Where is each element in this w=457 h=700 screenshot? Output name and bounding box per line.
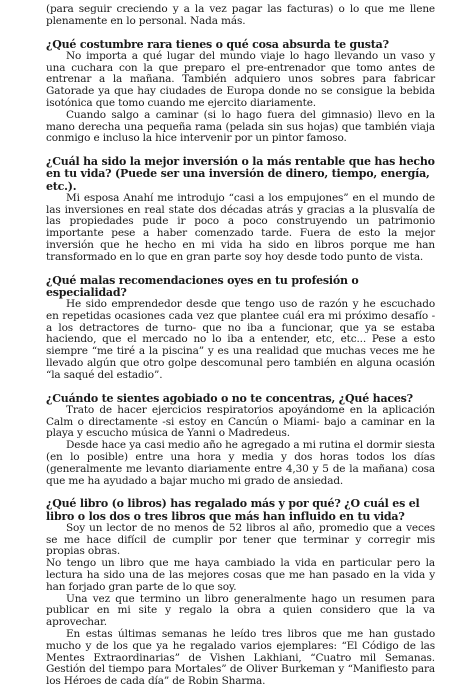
answer-paragraph: Desde hace ya casi medio año he agregado a mi rutina el dormir siesta (en lo posible) entre una hora y media y dos horas todos los días (generalmente me levanto diariamente entre 4,30 y 5 de la mañana) cosa que me ha ayudado a bajar mucho mi grado de ansiedad.	[46, 439, 435, 487]
answer-paragraph: Mi esposa Anahí me introdujo “casi a los empujones” en el mundo de las inversiones en real state dos décadas atrás y gracias a la plusvalía de las propiedades pude ir poco a poco construyendo un patrimonio importante pese a haber comenzado tarde. Fuera de esto la mejor inversión que he hecho en mi vida ha sido en libros porque me han transformado en lo que en gran parte soy hoy desde todo punto de vista.	[46, 191, 435, 263]
question-heading: ¿Qué malas recomendaciones oyes en tu profesión o especialidad?	[46, 273, 359, 299]
section-bad-advice	[46, 275, 435, 382]
answer-paragraph: No tengo un libro que me haya cambiado la vida en particular pero la lectura ha sido una de las mejores cosas que me han pasado en la vida y han forjado gran parte de lo que soy.	[46, 557, 435, 593]
answer-paragraph: He sido emprendedor desde que tengo uso de razón y he escuchado en repetidas ocasiones cada vez que plantee cuál era mi próximo desafío -a los detractores de turno- que no iba a funcionar, que ya se estaba haciendo, que el mercado no lo iba a entender, etc, etc... Pese a esto siempre “me tiré a la piscina” y es una realidad que muchas veces me he llevado algún que otro golpe descomunal pero también en alguna ocasión “la saqué del estadio”.	[46, 297, 435, 381]
section-strange-habit	[46, 39, 435, 146]
answer-paragraph: Soy un lector de no menos de 52 libros al año, promedio que a veces se me hace difícil de cumplir por tener que terminar y corregir mis propias obras.	[46, 521, 435, 558]
question-heading: ¿Cuál ha sido la mejor inversión o la más rentable que has hecho en tu vida? (Puede ser una inversión de dinero, tiempo, energía, etc.).	[46, 155, 435, 193]
question-heading: ¿Qué costumbre rara tienes o qué cosa absurda te gusta?	[46, 37, 389, 51]
answer-paragraph: Cuando salgo a caminar (si lo hago fuera del gimnasio) llevo en la mano derecha una pequeña rama (pelada sin sus hojas) que también viaja conmigo e incluso la hice intervenir por un pintor famoso.	[46, 108, 435, 145]
answer-paragraph: Trato de hacer ejercicios respiratorios apoyándome en la aplicación Calm o directamente -si estoy en Cancún o Miami- bajo a caminar en la playa y escucho música de Yanni o Madredeus.	[46, 403, 435, 440]
section-best-investment	[46, 156, 435, 263]
question-heading: ¿Qué libro (o libros) has regalado más y por qué? ¿O cuál es el libro o los dos o tres libros que más han influido en tu vida?	[46, 497, 420, 523]
section-books	[46, 498, 435, 688]
question-heading: ¿Cuándo te sientes agobiado o no te concentras, ¿Qué haces?	[46, 391, 413, 405]
answer-paragraph: En estas últimas semanas he leído tres libros que me han gustado mucho y de los que ya he regalado varios ejemplares: “El Código de las Mentes Extraordinarias” de Vishen Lakhiani, “Cuatro mil Semanas. Gestión del tiempo para Mortales” de Oliver Burkeman y “Manifiesto para los Héroes de cada día” de Robin Sharma.	[46, 627, 435, 688]
answer-paragraph: Una vez que termino un libro generalmente hago un resumen para publicar en mi site y regalo la obra a quien considero que la va aprovechar.	[46, 592, 435, 629]
intro-paragraph: (para seguir creciendo y a la vez pagar las facturas) o lo que me llene plenamente en lo personal. Nada más.	[46, 3, 435, 27]
section-overwhelmed	[46, 393, 435, 488]
answer-paragraph: No importa a qué lugar del mundo viaje lo hago llevando un vaso y una cuchara con la que preparo el pre-entrenador que tomo antes de entrenar a la mañana. También adquiero unos sobres para fabricar Gatorade ya que hay ciudades de Europa donde no se consigue la bebida isotónica que tomo cuando me ejercito diariamente.	[46, 49, 435, 109]
